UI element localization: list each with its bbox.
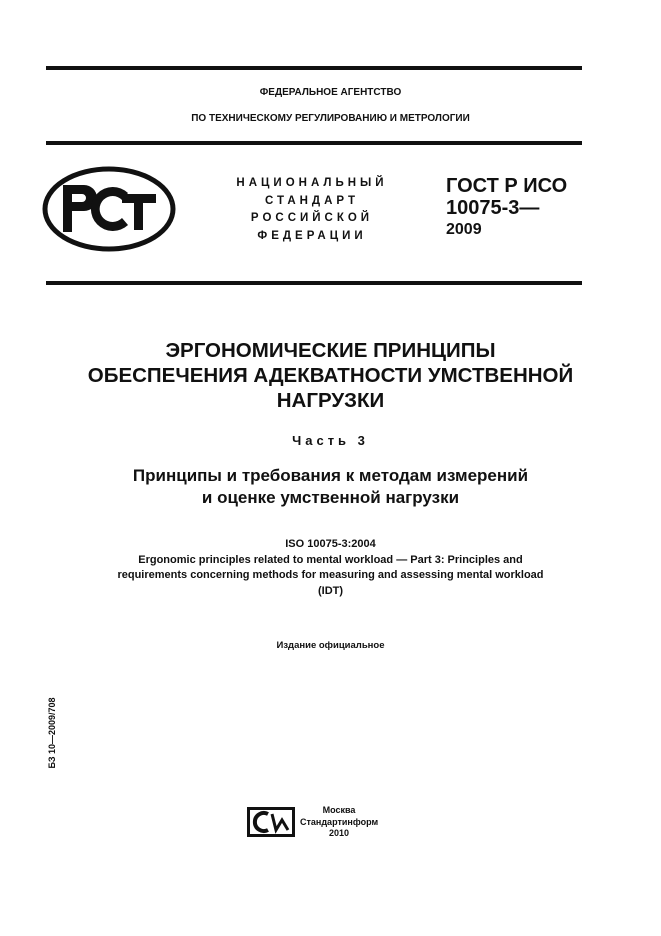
subtitle-line: Принципы и требования к методам измерений xyxy=(132,466,529,485)
title-line: ОБЕСПЕЧЕНИЯ АДЕКВАТНОСТИ УМСТВЕННОЙ xyxy=(87,364,574,387)
gost-designation xyxy=(446,175,567,241)
publisher-block xyxy=(300,805,378,840)
iso-line: Ergonomic principles related to mental workload — Part 3: Principles and xyxy=(138,553,523,566)
gost-line-2: 10075-3— xyxy=(446,197,540,219)
header-rule xyxy=(46,141,582,145)
middle-rule xyxy=(46,281,582,285)
iso-line: (IDT) xyxy=(317,584,344,597)
document-title xyxy=(0,338,661,413)
edition-label: Издание официальное xyxy=(276,640,385,651)
side-code: БЗ 10—2009/708 xyxy=(47,697,57,769)
national-line: РОССИЙСКОЙ xyxy=(250,212,374,224)
national-standard-text xyxy=(220,175,404,245)
subtitle-line: и оценке умственной нагрузки xyxy=(201,488,460,507)
document-subtitle xyxy=(0,465,661,509)
national-line: ФЕДЕРАЦИИ xyxy=(257,229,367,242)
iso-line: requirements concerning methods for measuring and assessing mental workload xyxy=(117,569,544,581)
part-label: Часть 3 xyxy=(292,433,369,448)
rst-logo-icon xyxy=(42,166,176,252)
agency-line-1: ФЕДЕРАЛЬНОЕ АГЕНТСТВО xyxy=(259,87,402,98)
publisher-city: Москва xyxy=(322,805,356,815)
standartinform-logo-icon xyxy=(246,806,296,838)
iso-line: ISO 10075-3:2004 xyxy=(285,538,376,550)
national-line: СТАНДАРТ xyxy=(265,194,359,207)
title-line: НАГРУЗКИ xyxy=(276,389,385,412)
agency-line-2: ПО ТЕХНИЧЕСКОМУ РЕГУЛИРОВАНИЮ И МЕТРОЛОГИИ xyxy=(191,113,470,124)
top-rule xyxy=(46,66,582,70)
title-line: ЭРГОНОМИЧЕСКИЕ ПРИНЦИПЫ xyxy=(165,339,496,362)
gost-line-1: ГОСТ Р ИСО xyxy=(446,175,568,197)
gost-year: 2009 xyxy=(446,221,482,238)
publisher-year: 2010 xyxy=(328,828,350,838)
national-line: НАЦИОНАЛЬНЫЙ xyxy=(236,177,388,189)
iso-reference xyxy=(0,537,661,599)
publisher-name: Стандартинформ xyxy=(300,816,379,827)
